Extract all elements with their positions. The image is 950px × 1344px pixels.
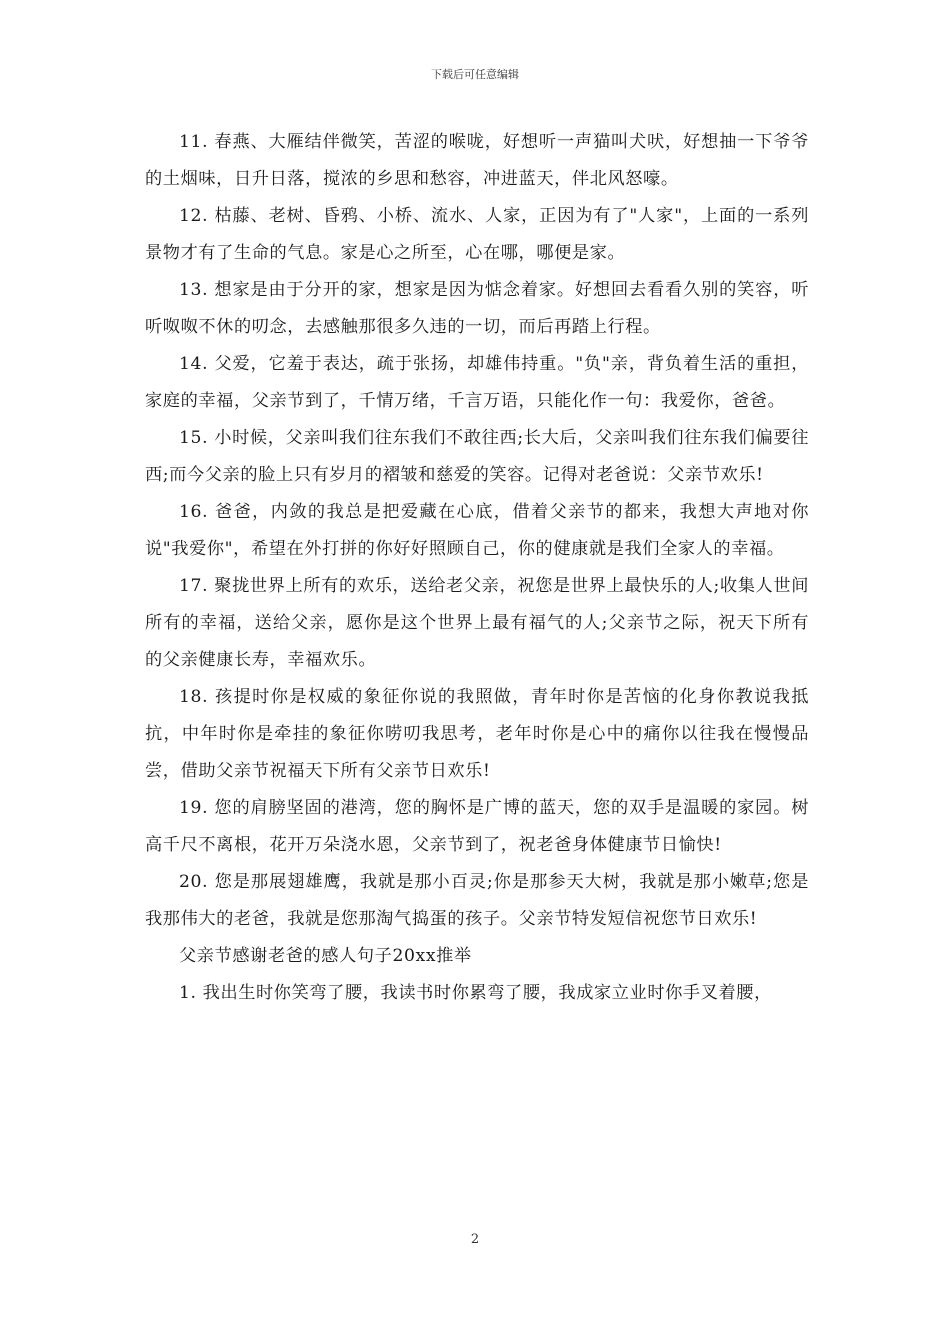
document-body — [145, 124, 809, 1012]
paragraph-11: 11. 春燕、大雁结伴微笑，苦涩的喉咙，好想听一声猫叫犬吠，好想抽一下爷爷的土烟味，日升日落，搅浓的乡思和愁容，冲进蓝天，伴北风怒嚎。 — [145, 132, 809, 189]
section-heading: 父亲节感谢老爸的感人句子20xx推举 — [179, 946, 472, 966]
paragraph-15: 15. 小时候，父亲叫我们往东我们不敢往西;长大后，父亲叫我们往东我们偏要往西;而今父亲的脸上只有岁月的褶皱和慈爱的笑容。记得对老爸说：父亲节欢乐! — [145, 428, 809, 485]
paragraph-1: 1. 我出生时你笑弯了腰，我读书时你累弯了腰，我成家立业时你手叉着腰， — [179, 983, 772, 1003]
paragraph-13: 13. 想家是由于分开的家，想家是因为惦念着家。好想回去看看久别的笑容，听听呶呶不休的叨念，去感触那很多久违的一切，而后再踏上行程。 — [145, 280, 809, 337]
paragraph-17: 17. 聚拢世界上所有的欢乐，送给老父亲，祝您是世界上最快乐的人;收集人世间所有的幸福，送给父亲，愿你是这个世界上最有福气的人;父亲节之际，祝天下所有的父亲健康长寿，幸福欢乐。 — [145, 576, 809, 670]
paragraph-20: 20. 您是那展翅雄鹰，我就是那小百灵;你是那参天大树，我就是那小嫩草;您是我那伟大的老爸，我就是您那淘气捣蛋的孩子。父亲节特发短信祝您节日欢乐! — [145, 872, 809, 929]
page-number: 2 — [470, 1232, 480, 1247]
paragraph-19: 19. 您的肩膀坚固的港湾，您的胸怀是广博的蓝天，您的双手是温暖的家园。树高千尺不离根，花开万朵浇水恩，父亲节到了，祝老爸身体健康节日愉快! — [145, 798, 809, 855]
paragraph-14: 14. 父爱，它羞于表达，疏于张扬，却雄伟持重。"负"亲，背负着生活的重担，家庭的幸福，父亲节到了，千情万绪，千言万语，只能化作一句：我爱你，爸爸。 — [145, 354, 809, 411]
paragraph-12: 12. 枯藤、老树、昏鸦、小桥、流水、人家，正因为有了"人家"，上面的一系列景物才有了生命的气息。家是心之所至，心在哪，哪便是家。 — [145, 206, 809, 263]
paragraph-18: 18. 孩提时你是权威的象征你说的我照做，青年时你是苦恼的化身你教说我抵抗，中年时你是牵挂的象征你唠叨我思考，老年时你是心中的痛你以往我在慢慢品尝，借助父亲节祝福天下所有父亲节日欢乐! — [145, 687, 809, 781]
paragraph-16: 16. 爸爸，内敛的我总是把爱藏在心底，借着父亲节的都来，我想大声地对你说"我爱你"，希望在外打拼的你好好照顾自己，你的健康就是我们全家人的幸福。 — [145, 502, 809, 559]
page-header: 下载后可任意编辑 — [431, 68, 519, 81]
